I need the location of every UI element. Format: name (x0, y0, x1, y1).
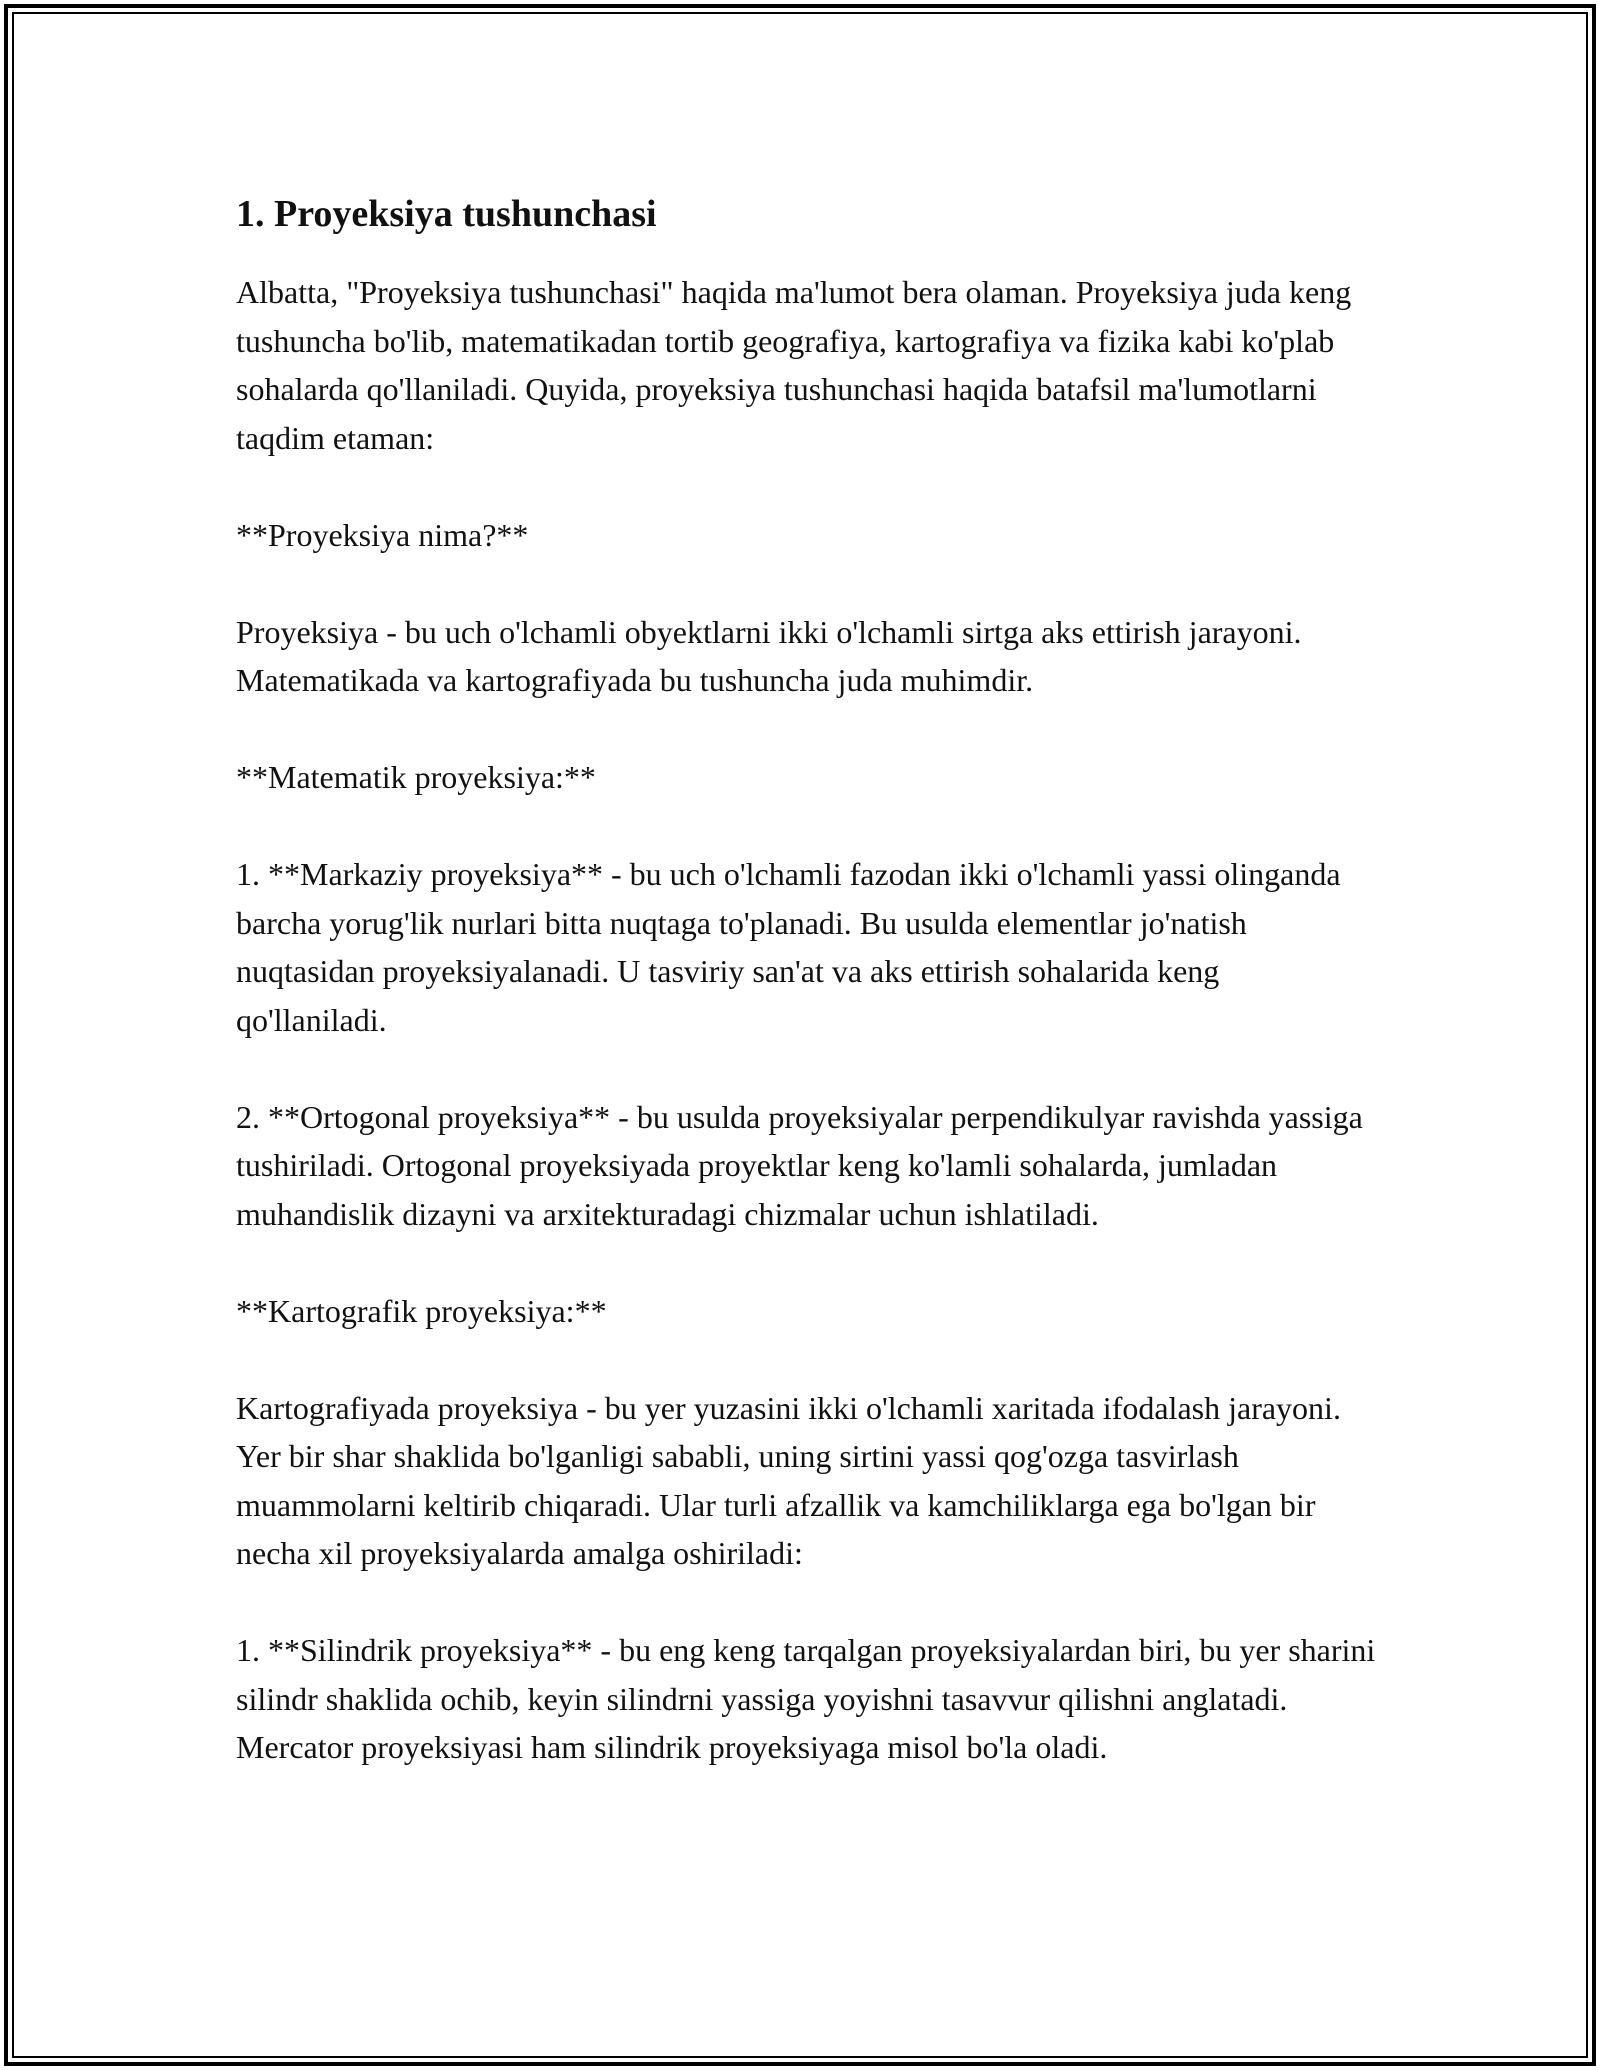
paragraph-intro: Albatta, "Proyeksiya tushunchasi" haqida ma'lumot bera olaman. Proyeksiya juda keng tushuncha bo'lib, matematikadan tortib geografiya, kartografiya va fizika kabi ko'plab sohalarda qo'llaniladi. Quyida, proyeksiya tushunchasi haqida batafsil ma'lumotlarni taqdim etaman: (236, 274, 1352, 456)
paragraph-definition: Proyeksiya - bu uch o'lchamli obyektlarni ikki o'lchamli sirtga aks ettirish jarayoni. Matematikada va kartografiyada bu tushuncha juda muhimdir. (236, 613, 1302, 698)
document-body (236, 188, 1376, 1820)
paragraph-heading-what-is: **Proyeksiya nima?** (236, 516, 529, 553)
paragraph-central-projection: 1. **Markaziy proyeksiya** - bu uch o'lchamli fazodan ikki o'lchamli yassi olinganda barcha yorug'lik nurlari bitta nuqtaga to'planadi. Bu usulda elementlar jo'natish nuqtasidan proyeksiyalanadi. U tasviriy san'at va aks ettirish sohalarida keng qo'llaniladi. (236, 856, 1341, 1038)
paragraph-heading-cartographic: **Kartografik proyeksiya:** (236, 1292, 607, 1329)
paragraph-orthogonal-projection: 2. **Ortogonal proyeksiya** - bu usulda proyeksiyalar perpendikulyar ravishda yassiga tushiriladi. Ortogonal proyeksiyada proyektlar keng ko'lamli sohalarda, jumladan muhandislik dizayni va arxitekturadagi chizmalar uchun ishlatiladi. (236, 1098, 1363, 1232)
paragraph-heading-math: **Matematik proyeksiya:** (236, 759, 596, 795)
paragraph-cylindrical-projection: 1. **Silindrik proyeksiya** - bu eng keng tarqalgan proyeksiyalardan biri, bu yer sharini silindr shaklida ochib, keyin silindrni yassiga yoyishni tasavvur qilishni anglatadi. Mercator proyeksiyasi ham silindrik proyeksiyaga misol bo'la oladi. (236, 1632, 1376, 1765)
paragraph-cartographic: Kartografiyada proyeksiya - bu yer yuzasini ikki o'lchamli xaritada ifodalash jarayoni. Yer bir shar shaklida bo'lganligi sababli, uning sirtini yassi qog'ozga tasvirlash muammolarni keltirib chiqaradi. Ular turli afzallik va kamchiliklarga ega bo'lgan bir necha xil proyeksiyalarda amalga oshiriladi: (236, 1389, 1341, 1571)
document-title: 1. Proyeksiya tushunchasi (236, 193, 657, 235)
